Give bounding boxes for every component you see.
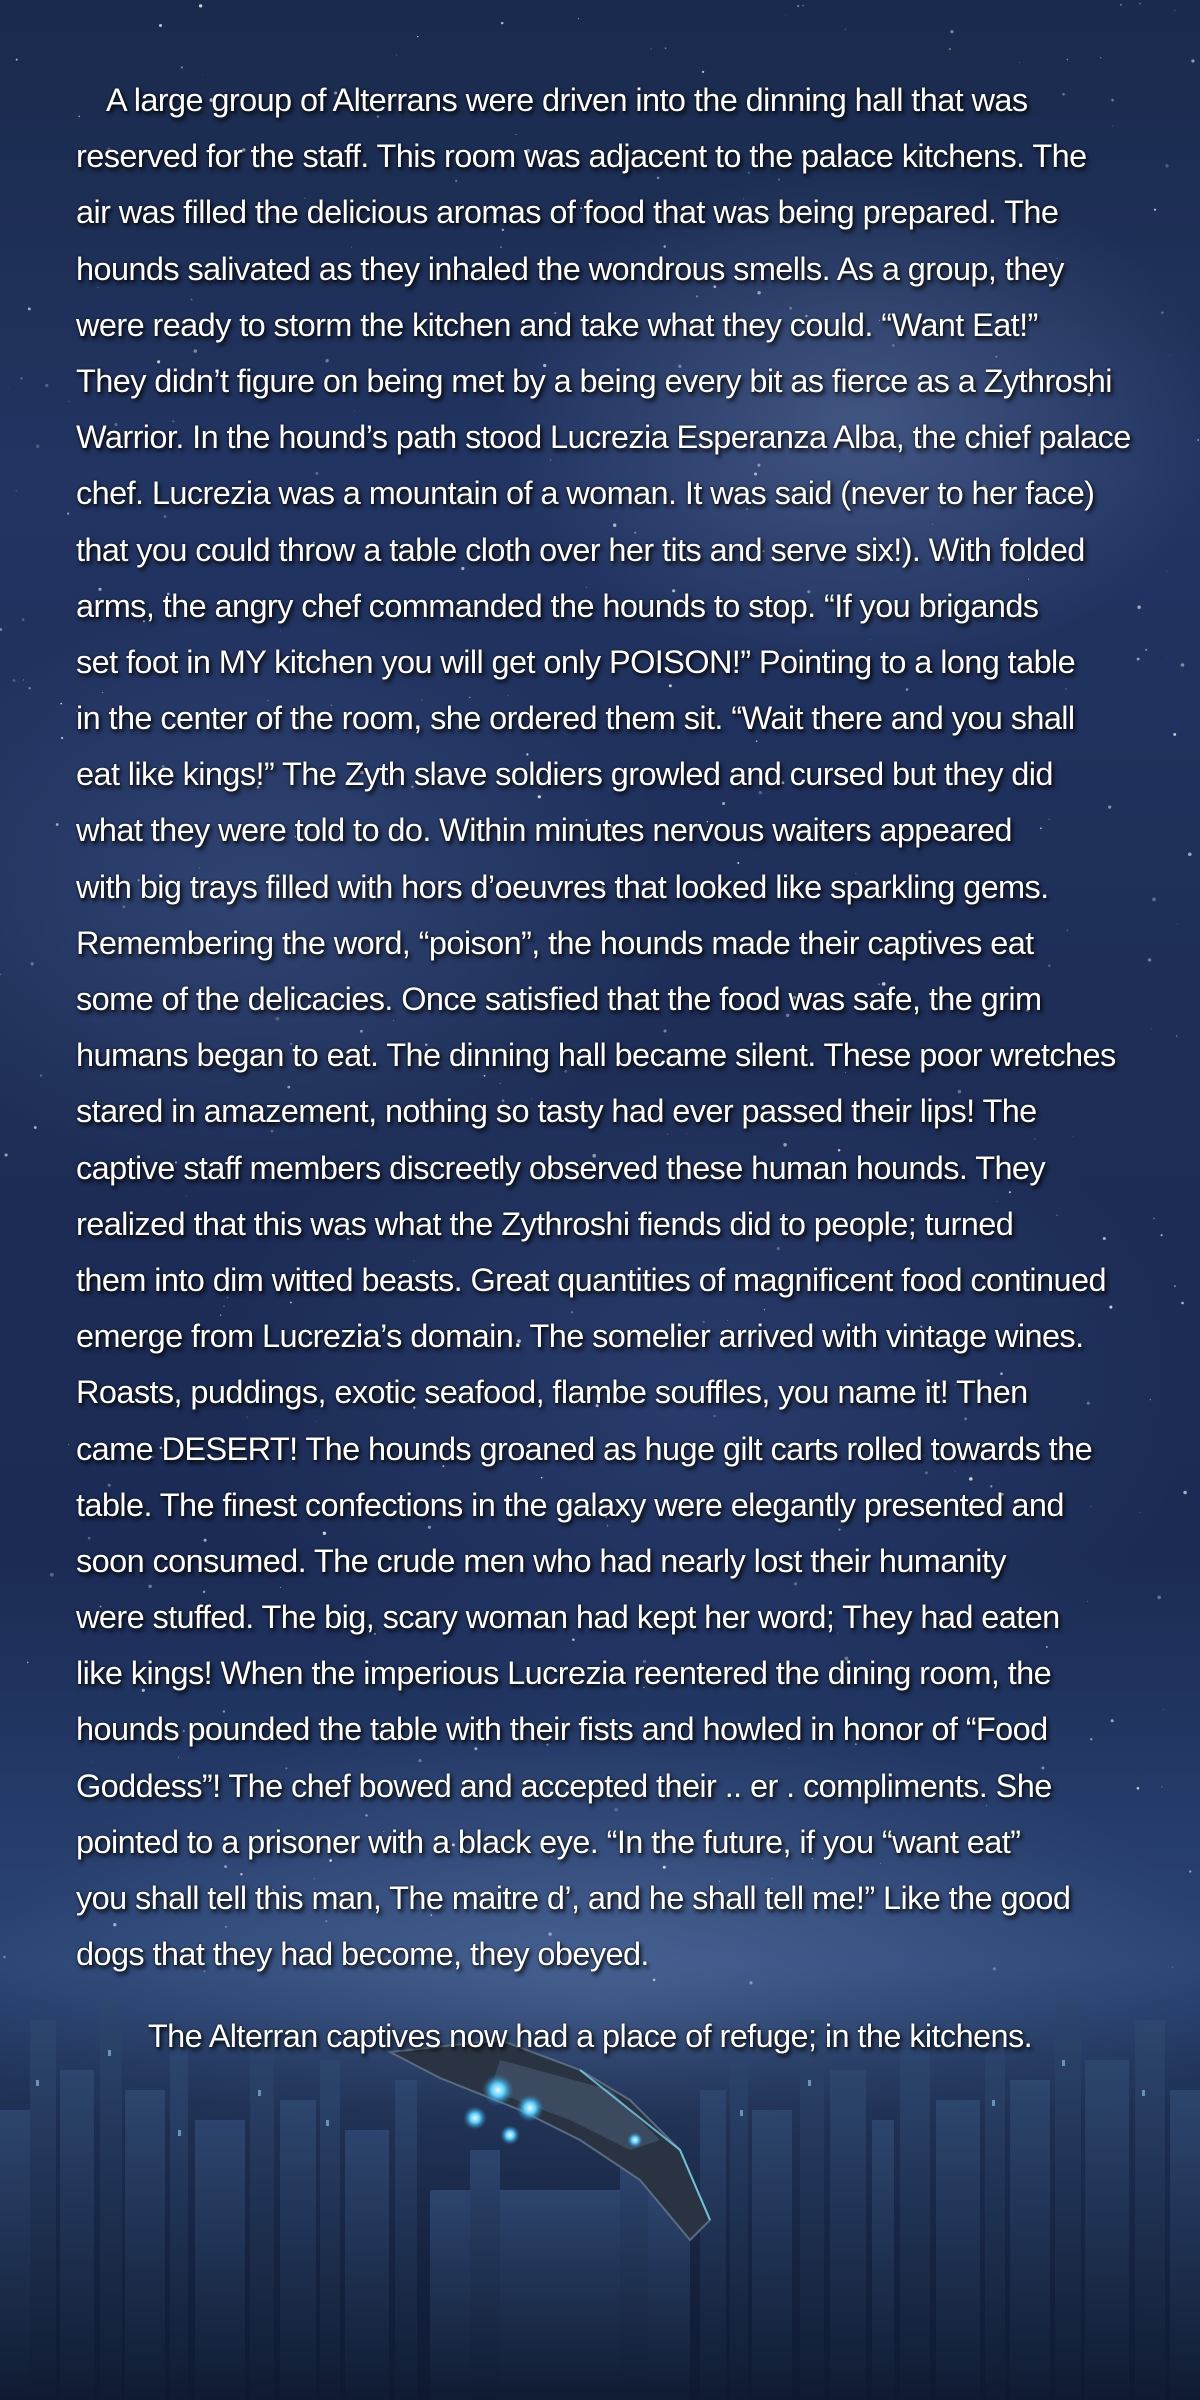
story-line: arms, the angry chef commanded the hounds to stop. “If you brigands bbox=[76, 587, 1039, 624]
star bbox=[396, 55, 397, 56]
star bbox=[1188, 852, 1192, 856]
star bbox=[3, 1956, 6, 1959]
story-line: soon consumed. The crude men who had nearly lost their humanity bbox=[76, 1542, 1006, 1579]
star bbox=[1100, 57, 1102, 59]
story-line: table. The finest confections in the galaxy were elegantly presented and bbox=[76, 1486, 1064, 1523]
star bbox=[1137, 1787, 1140, 1790]
star bbox=[68, 1444, 69, 1445]
star bbox=[22, 618, 25, 621]
story-line: were stuffed. The big, scary woman had kept her word; They had eaten bbox=[76, 1599, 1060, 1636]
story-line: that you could throw a table cloth over her tits and serve six!). With folded bbox=[76, 531, 1085, 568]
star bbox=[199, 4, 202, 7]
story-line: in the center of the room, she ordered them sit. “Wait there and you shall bbox=[76, 700, 1075, 737]
star bbox=[1137, 605, 1140, 608]
star bbox=[1165, 164, 1168, 167]
story-line: hounds pounded the table with their fists and howled in honor of “Food bbox=[76, 1711, 1048, 1748]
star bbox=[28, 687, 30, 689]
story-line: Roasts, puddings, exotic seafood, flambe souffles, you name it! Then bbox=[76, 1374, 1028, 1411]
star bbox=[1177, 924, 1178, 925]
star bbox=[56, 823, 59, 826]
star bbox=[16, 490, 17, 491]
story-line: with big trays filled with hors d’oeuvres that looked like sparkling gems. bbox=[76, 868, 1049, 905]
star bbox=[1169, 355, 1170, 356]
star bbox=[1140, 1512, 1141, 1513]
star bbox=[61, 737, 63, 739]
star bbox=[1161, 1786, 1162, 1787]
star bbox=[0, 973, 1, 975]
star bbox=[1154, 209, 1156, 211]
story-paragraph bbox=[76, 72, 1131, 1982]
story-line: stared in amazement, nothing so tasty had ever passed their lips! The bbox=[76, 1093, 1037, 1130]
story-line: Goddess”! The chef bowed and accepted their .. er . compliments. She bbox=[76, 1767, 1052, 1804]
star bbox=[27, 1662, 29, 1664]
star bbox=[1176, 1035, 1178, 1037]
star bbox=[1166, 571, 1167, 572]
star bbox=[1161, 1234, 1163, 1236]
story-line: eat like kings!” The Zyth slave soldiers growled and cursed but they did bbox=[76, 756, 1053, 793]
star bbox=[1163, 1709, 1164, 1710]
star bbox=[36, 445, 40, 449]
star bbox=[159, 24, 162, 27]
star bbox=[1161, 311, 1163, 313]
star bbox=[1174, 10, 1175, 11]
story-line: set foot in MY kitchen you will get only POISON!” Pointing to a long table bbox=[76, 643, 1076, 680]
story-line: hounds salivated as they inhaled the wondrous smells. As a group, they bbox=[76, 250, 1064, 287]
star bbox=[1137, 658, 1140, 661]
story-line: realized that this was what the Zythroshi fiends did to people; turned bbox=[76, 1205, 1014, 1242]
star bbox=[5, 1153, 8, 1156]
story-line: like kings! When the imperious Lucrezia reentered the dining room, the bbox=[76, 1655, 1052, 1692]
star bbox=[1152, 898, 1156, 902]
star bbox=[1173, 733, 1176, 736]
star bbox=[1153, 1218, 1155, 1220]
star bbox=[1183, 1491, 1187, 1495]
star bbox=[0, 628, 2, 631]
star bbox=[1191, 59, 1194, 62]
story-line: dogs that they had become, they obeyed. bbox=[76, 1936, 649, 1973]
story-line: air was filled the delicious aromas of food that was being prepared. The bbox=[76, 194, 1059, 231]
star bbox=[1150, 1399, 1151, 1400]
star bbox=[802, 5, 803, 6]
story-line: humans began to eat. The dinning hall became silent. These poor wretches bbox=[76, 1037, 1116, 1074]
spaceship-illustration bbox=[380, 2030, 780, 2270]
story-line: chef. Lucrezia was a mountain of a woman. It was said (never to her face) bbox=[76, 475, 1095, 512]
story-line: emerge from Lucrezia’s domain. The somelier arrived with vintage wines. bbox=[76, 1318, 1084, 1355]
closing-line: The Alterran captives now had a place of refuge; in the kitchens. bbox=[147, 2018, 1033, 2054]
star bbox=[797, 5, 799, 7]
star bbox=[67, 513, 69, 515]
story-line: came DESERT! The hounds groaned as huge gilt carts rolled towards the bbox=[76, 1430, 1093, 1467]
star bbox=[1189, 1870, 1191, 1872]
star bbox=[1120, 4, 1122, 6]
story-line: Warrior. In the hound’s path stood Lucrezia Esperanza Alba, the chief palace bbox=[76, 419, 1131, 456]
star bbox=[417, 36, 418, 37]
story-line: captive staff members discreetly observed these human hounds. They bbox=[76, 1149, 1046, 1186]
star bbox=[1145, 649, 1147, 651]
star bbox=[1174, 1285, 1176, 1287]
star bbox=[1181, 1302, 1184, 1305]
star bbox=[1197, 439, 1199, 441]
star bbox=[785, 15, 786, 16]
star bbox=[501, 22, 503, 24]
star bbox=[578, 18, 579, 19]
star bbox=[31, 962, 34, 965]
story-line: reserved for the staff. This room was adjacent to the palace kitchens. The bbox=[76, 138, 1087, 175]
star bbox=[1019, 62, 1020, 63]
star bbox=[665, 47, 667, 49]
star bbox=[1139, 3, 1141, 5]
story-line: pointed to a prisoner with a black eye. “In the future, if you “want eat” bbox=[76, 1823, 1021, 1860]
star bbox=[60, 703, 62, 705]
star bbox=[8, 387, 9, 388]
star bbox=[20, 377, 22, 379]
star bbox=[28, 307, 31, 310]
story-line: some of the delicacies. Once satisfied that the food was safe, the grim bbox=[76, 981, 1042, 1017]
star bbox=[13, 679, 16, 682]
star bbox=[1181, 663, 1185, 667]
star bbox=[950, 30, 953, 33]
story-line: them into dim witted beasts. Great quantities of magnificent food continued bbox=[76, 1261, 1106, 1298]
story-line: you shall tell this man, The maitre d’, and he shall tell me!” Like the good bbox=[76, 1880, 1071, 1916]
star bbox=[1166, 657, 1167, 658]
star bbox=[845, 29, 846, 30]
story-line: They didn’t figure on being met by a being every bit as fierce as a Zythroshi bbox=[76, 362, 1112, 399]
star bbox=[50, 1573, 54, 1577]
star bbox=[1067, 59, 1068, 60]
star bbox=[651, 48, 652, 49]
star bbox=[1151, 1029, 1152, 1030]
star bbox=[16, 59, 18, 61]
star bbox=[45, 384, 48, 387]
story-line: were ready to storm the kitchen and take what they could. “Want Eat!” bbox=[76, 306, 1038, 343]
star bbox=[949, 48, 951, 50]
star bbox=[1148, 958, 1151, 961]
story-line: A large group of Alterrans were driven into the dinning hall that was bbox=[106, 82, 1028, 118]
star bbox=[40, 1074, 43, 1077]
star bbox=[181, 66, 183, 68]
star bbox=[68, 401, 69, 402]
star bbox=[34, 1126, 37, 1129]
story-line: Remembering the word, “poison”, the hounds made their captives eat bbox=[76, 924, 1034, 961]
star bbox=[1157, 1596, 1161, 1600]
star bbox=[23, 679, 24, 680]
story-line: what they were told to do. Within minutes nervous waiters appeared bbox=[76, 812, 1012, 849]
